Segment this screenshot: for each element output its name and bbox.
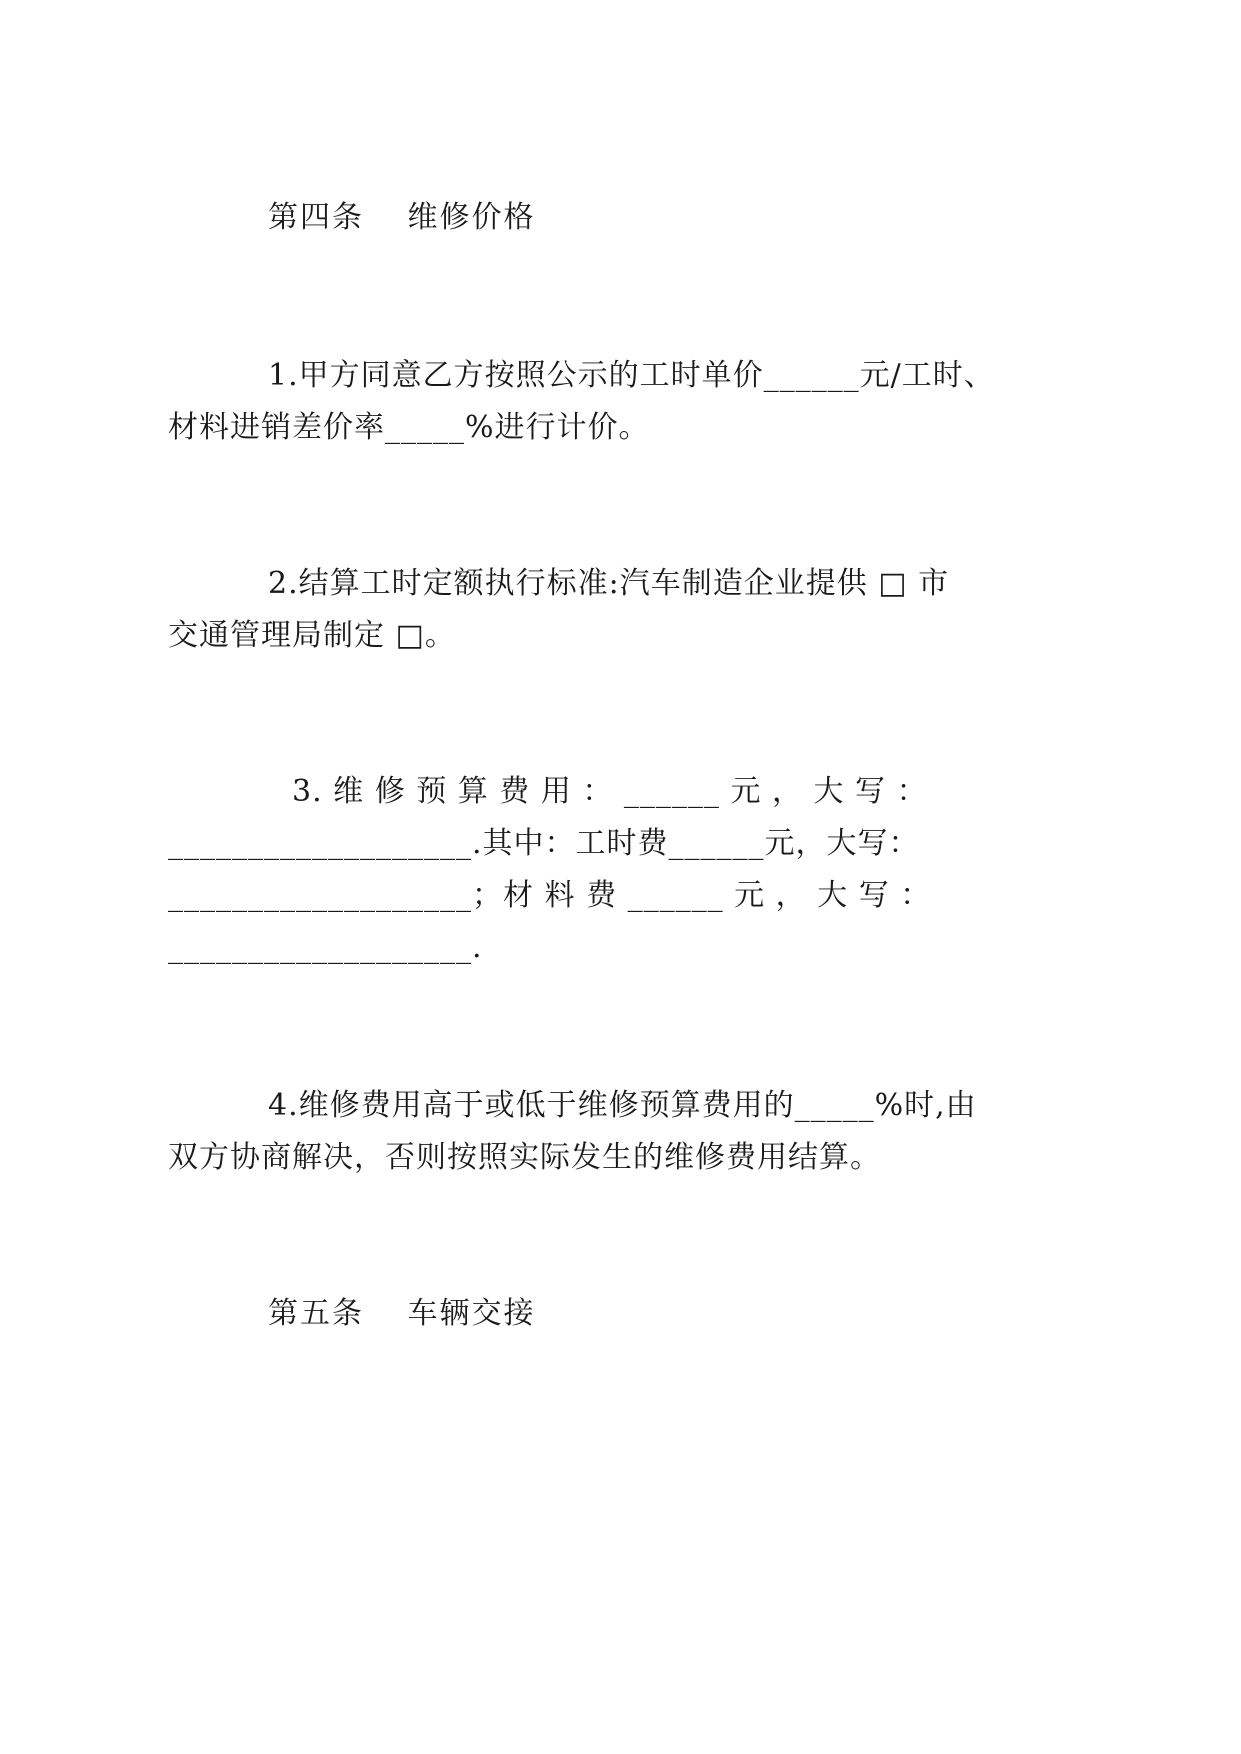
clause-1-line-2: 材料进销差价率_____%进行计价。 <box>168 410 650 445</box>
clause-3-line-1: 3. 维 修 预 算 费 用 ： ______ 元 ， 大 写 ： <box>292 774 928 809</box>
clause-4-line-1: 4.维修费用高于或低于维修预算费用的_____%时,由 <box>268 1088 977 1123</box>
clause-1-line-1: 1.甲方同意乙方按照公示的工时单价______元/工时、 <box>268 358 995 393</box>
clause-2-line-1: 2.结算工时定额执行标准:汽车制造企业提供 □ 市 <box>268 566 950 601</box>
clause-4-line-2: 双方协商解决，否则按照实际发生的维修费用结算。 <box>168 1140 881 1175</box>
clause-2-line-2: 交通管理局制定 □。 <box>168 618 456 653</box>
article-5-heading: 第五条 车辆交接 <box>268 1296 536 1331</box>
clause-3-line-2: ___________________.其中：工时费______元，大写： <box>168 826 920 861</box>
clause-3-line-3: ___________________；材 料 费 ______ 元 ， 大 写 ： <box>168 878 932 913</box>
clause-3-line-4: ___________________. <box>168 930 483 965</box>
article-4-heading: 第四条 维修价格 <box>268 200 536 235</box>
